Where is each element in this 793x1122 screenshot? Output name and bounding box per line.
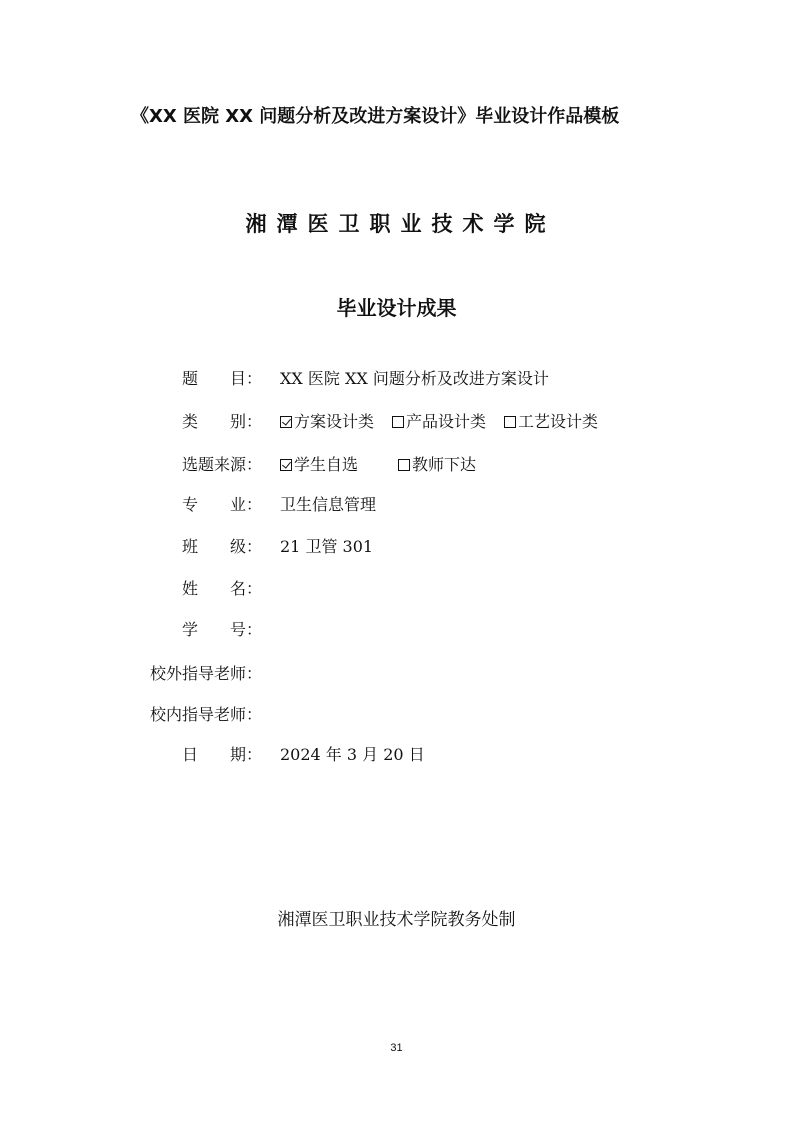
option-label: 工艺设计类 bbox=[518, 412, 599, 431]
field-value: 2024 年 3 月 20 日 bbox=[280, 745, 425, 764]
checked-box-icon bbox=[280, 416, 292, 428]
page-number: 31 bbox=[390, 1042, 403, 1054]
checkbox-icon bbox=[392, 416, 404, 428]
option-label: 教师下达 bbox=[412, 455, 477, 474]
option-label: 产品设计类 bbox=[406, 412, 487, 431]
field-class bbox=[0, 532, 793, 562]
field-label: 日 期： bbox=[181, 745, 262, 764]
document-subtitle: 毕业设计成果 bbox=[336, 296, 457, 320]
option-student-selected[interactable] bbox=[280, 450, 358, 480]
field-value: 21 卫管 301 bbox=[280, 537, 374, 556]
checkbox-icon bbox=[398, 459, 410, 471]
field-label: 选题来源： bbox=[181, 455, 262, 474]
field-date bbox=[0, 740, 793, 770]
field-category bbox=[0, 407, 793, 437]
field-label: 题 目： bbox=[181, 369, 262, 388]
category-options bbox=[280, 407, 598, 437]
option-product-design[interactable] bbox=[392, 407, 486, 437]
field-student-id bbox=[0, 615, 793, 645]
field-label: 校内指导老师： bbox=[149, 705, 262, 724]
field-label: 学 号： bbox=[181, 620, 262, 639]
field-topic bbox=[0, 364, 793, 394]
option-label: 方案设计类 bbox=[294, 412, 375, 431]
field-label: 专 业： bbox=[181, 495, 262, 514]
college-name: 湘潭医卫职业技术学院 bbox=[245, 212, 556, 236]
footer-organization: 湘潭医卫职业技术学院教务处制 bbox=[277, 910, 516, 930]
topic-source-options bbox=[280, 450, 494, 480]
template-title: 《XX 医院 XX 问题分析及改进方案设计》毕业设计作品模板 bbox=[131, 106, 620, 127]
field-value: XX 医院 XX 问题分析及改进方案设计 bbox=[280, 369, 549, 388]
checkbox-icon bbox=[504, 416, 516, 428]
field-label: 类 别： bbox=[181, 412, 262, 431]
field-topic-source bbox=[0, 450, 793, 480]
field-label: 校外指导老师： bbox=[149, 664, 262, 683]
field-label: 班 级： bbox=[181, 537, 262, 556]
option-process-design[interactable] bbox=[504, 407, 598, 437]
checked-box-icon bbox=[280, 459, 292, 471]
field-name bbox=[0, 574, 793, 604]
field-label: 姓 名： bbox=[181, 579, 262, 598]
field-external-advisor bbox=[0, 659, 793, 689]
field-major bbox=[0, 490, 793, 520]
option-scheme-design[interactable] bbox=[280, 407, 374, 437]
field-value: 卫生信息管理 bbox=[280, 495, 377, 514]
option-teacher-assigned[interactable] bbox=[398, 450, 476, 480]
option-label: 学生自选 bbox=[294, 455, 359, 474]
field-internal-advisor bbox=[0, 700, 793, 730]
